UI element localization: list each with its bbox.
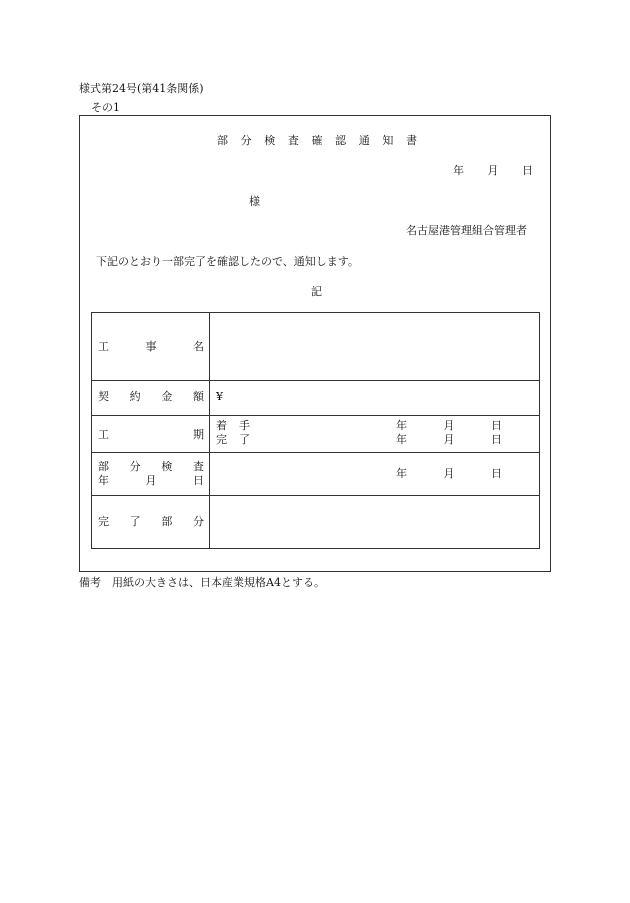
date-line: 年 月 日: [453, 164, 533, 177]
label-start: 着 手: [216, 419, 250, 432]
label-finish: 完 了: [216, 433, 250, 446]
project-name-field[interactable]: [214, 321, 534, 373]
finish-date: 年 月 日: [396, 433, 502, 446]
completed-part-field[interactable]: [214, 501, 534, 543]
label-inspection: 部 分 検 査: [98, 460, 204, 473]
sub-number: その1: [91, 101, 120, 114]
form-number: 様式第24号(第41条関係): [79, 82, 204, 95]
label-project-name: 工 事 名: [98, 340, 204, 353]
issuer: 名古屋港管理組合管理者: [406, 224, 527, 237]
currency-symbol: ¥: [216, 390, 223, 403]
label-completed-part: 完 了 部 分: [98, 515, 204, 528]
intro-text: 下記のとおり一部完了を確認したので、通知します。: [96, 255, 359, 268]
note: 備考 用紙の大きさは、日本産業規格A4とする。: [79, 576, 325, 589]
inspection-date: 年 月 日: [396, 467, 502, 480]
document-title: 部 分 検 査 確 認 通 知 書: [217, 134, 417, 147]
label-period: 工 期: [98, 428, 204, 441]
details-table: [91, 312, 540, 549]
addressee-suffix: 様: [249, 195, 260, 208]
ki-heading: 記: [311, 285, 322, 298]
start-date: 年 月 日: [396, 419, 502, 432]
label-inspection-date: 年 月 日: [98, 474, 204, 487]
label-contract-amount: 契 約 金 額: [98, 390, 204, 403]
contract-amount-field[interactable]: [232, 385, 532, 409]
